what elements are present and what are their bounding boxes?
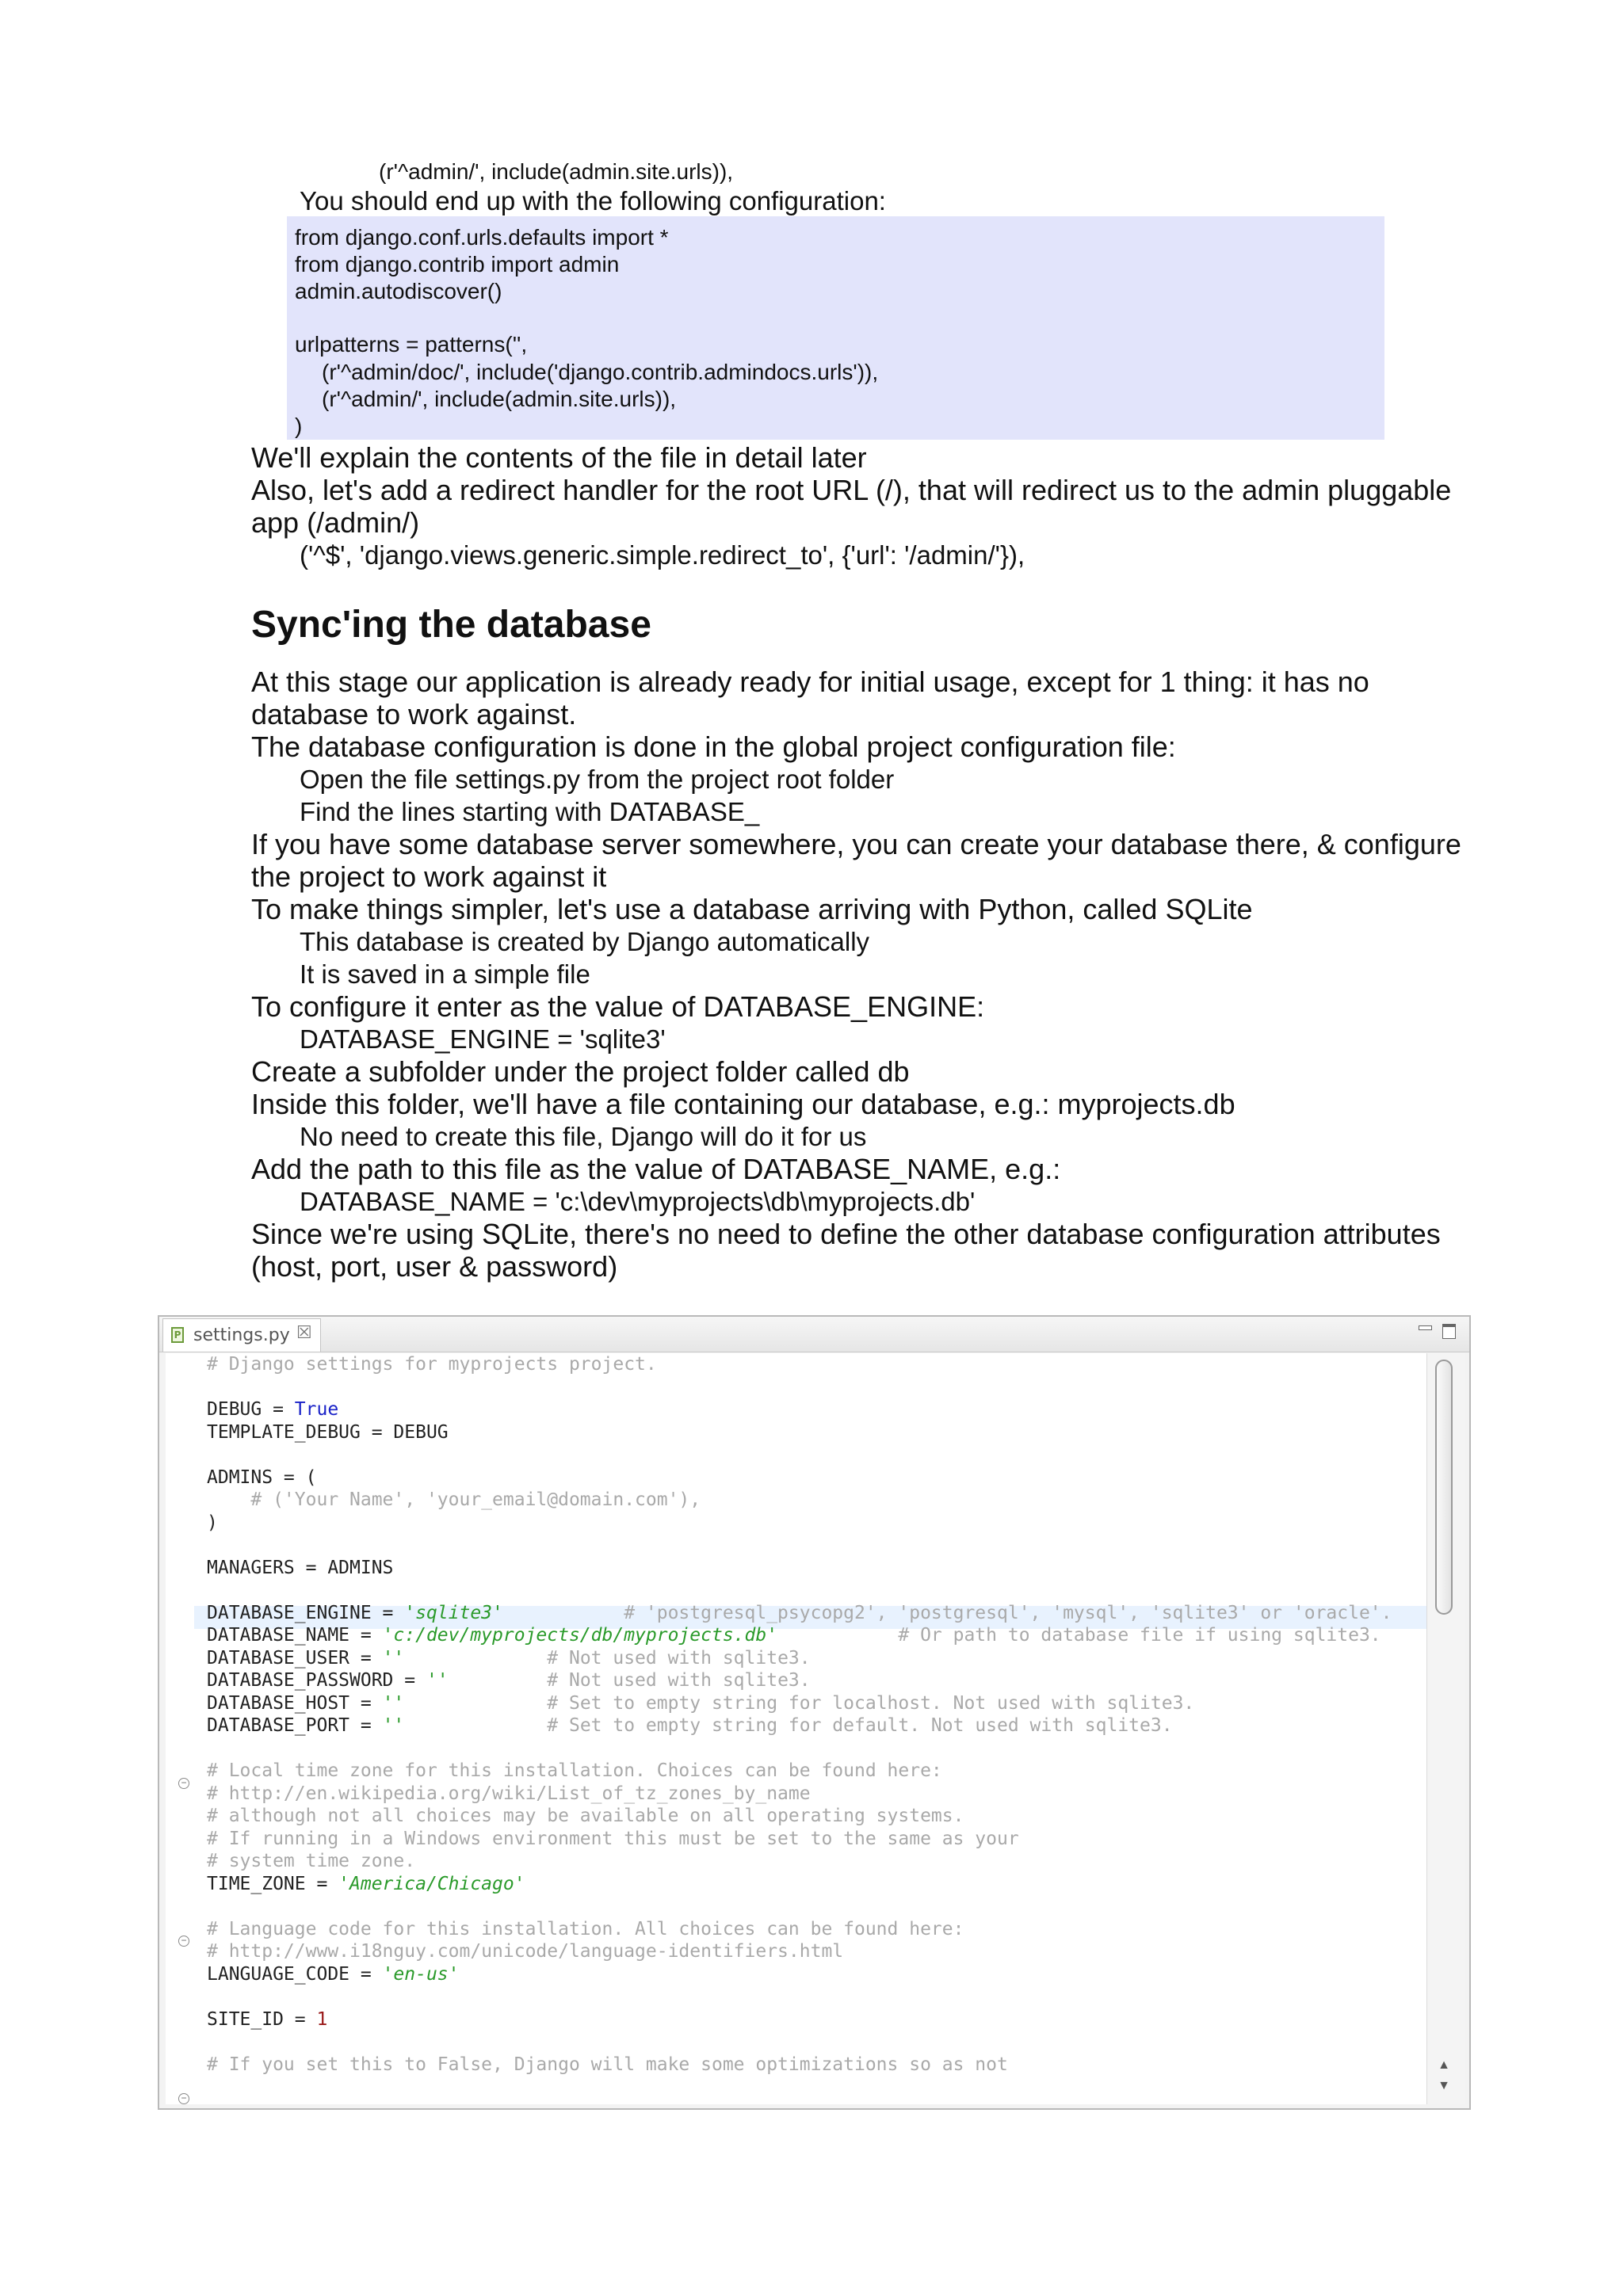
paragraph: Since we're using SQLite, there's no need to define the other database configuration attributes xyxy=(251,1218,1441,1250)
code-line: # If you set this to False, Django will make some optimizations so as not xyxy=(207,2054,1008,2075)
paragraph: If you have some database server somewhere, you can create your database there, & configure xyxy=(251,828,1461,860)
code-line: admin.autodiscover() xyxy=(295,279,502,303)
paragraph: database to work against. xyxy=(251,698,577,730)
code-line: (r'^admin/', include(admin.site.urls)), xyxy=(322,387,677,411)
code-line: # Language code for this installation. All choices can be found here: xyxy=(207,1919,964,1939)
sub-bullet: This database is created by Django automatically xyxy=(300,927,870,956)
code-line: DATABASE_PORT = '' # Set to empty string for default. Not used with sqlite3. xyxy=(207,1715,1173,1736)
redirect-code-line: ('^$', 'django.views.generic.simple.redirect_to', {'url': '/admin/'}), xyxy=(300,540,1025,570)
sub-bullet: Open the file settings.py from the project root folder xyxy=(300,765,895,794)
explain-later-text: We'll explain the contents of the file in detail later xyxy=(251,441,867,474)
code-line: DEBUG = True xyxy=(207,1399,339,1420)
code-editor-area[interactable] xyxy=(166,1353,1431,2104)
paragraph: The database configuration is done in the global project configuration file: xyxy=(251,730,1176,763)
paragraph: Create a subfolder under the project folder called db xyxy=(251,1055,910,1088)
minimize-icon[interactable] xyxy=(1418,1323,1432,1337)
scroll-down-icon[interactable]: ▼ xyxy=(1438,2079,1450,2092)
code-line: SITE_ID = 1 xyxy=(207,2009,328,2030)
code-line: ) xyxy=(295,414,303,438)
code-line: # Django settings for myprojects project. xyxy=(207,1354,657,1375)
code-line: ) xyxy=(207,1512,218,1533)
code-line: urlpatterns = patterns('', xyxy=(295,332,528,357)
redirect-text-1: Also, let's add a redirect handler for the root URL (/), that will redirect us to the admin pluggable xyxy=(251,474,1452,506)
code-line: # http://en.wikipedia.org/wiki/List_of_tz_zones_by_name xyxy=(207,1783,811,1804)
code-line: from django.contrib import admin xyxy=(295,252,620,277)
fold-toggle-icon[interactable]: − xyxy=(178,1936,189,1947)
scroll-up-icon[interactable]: ▲ xyxy=(1438,2058,1450,2072)
code-line: DATABASE_HOST = '' # Set to empty string for localhost. Not used with sqlite3. xyxy=(207,1693,1195,1714)
fold-toggle-icon[interactable]: − xyxy=(178,1778,189,1789)
fold-toggle-icon[interactable]: − xyxy=(178,2093,189,2104)
maximize-icon[interactable] xyxy=(1442,1323,1456,1337)
paragraph: Inside this folder, we'll have a file containing our database, e.g.: myprojects.db xyxy=(251,1088,1235,1120)
sub-bullet: DATABASE_ENGINE = 'sqlite3' xyxy=(300,1024,666,1054)
urls-code-block xyxy=(287,216,1384,440)
sub-bullet: DATABASE_NAME = 'c:\dev\myprojects\db\myprojects.db' xyxy=(300,1187,976,1216)
paragraph: the project to work against it xyxy=(251,860,607,893)
code-line: LANGUAGE_CODE = 'en-us' xyxy=(207,1964,460,1985)
paragraph: (host, port, user & password) xyxy=(251,1250,618,1283)
scrollbar-thumb[interactable] xyxy=(1435,1360,1453,1615)
code-line: DATABASE_PASSWORD = '' # Not used with sqlite3. xyxy=(207,1670,811,1691)
tab-label: settings.py xyxy=(193,1325,290,1345)
editor-gutter xyxy=(166,1353,194,2104)
code-line: ADMINS = ( xyxy=(207,1467,317,1488)
sub-bullet: No need to create this file, Django will do it for us xyxy=(300,1122,867,1151)
code-line: MANAGERS = ADMINS xyxy=(207,1558,394,1578)
code-line: TEMPLATE_DEBUG = DEBUG xyxy=(207,1422,449,1443)
code-line: DATABASE_USER = '' # Not used with sqlite3. xyxy=(207,1648,811,1669)
redirect-text-2: app (/admin/) xyxy=(251,506,420,539)
tab-settings-py[interactable] xyxy=(162,1318,321,1352)
code-line: # http://www.i18nguy.com/unicode/language-identifiers.html xyxy=(207,1941,844,1962)
paragraph: To configure it enter as the value of DATABASE_ENGINE: xyxy=(251,990,985,1023)
sub-bullet: It is saved in a simple file xyxy=(300,959,590,989)
code-line: # If running in a Windows environment this must be set to the same as your xyxy=(207,1829,1019,1849)
admin-urls-code-line: (r'^admin/', include(admin.site.urls)), xyxy=(379,159,734,184)
paragraph: Add the path to this file as the value of DATABASE_NAME, e.g.: xyxy=(251,1153,1061,1185)
close-tab-icon[interactable]: ☒ xyxy=(296,1323,312,1343)
section-heading: Sync'ing the database xyxy=(251,604,651,646)
code-line: DATABASE_ENGINE = 'sqlite3' # 'postgresql_psycopg2', 'postgresql', 'mysql', 'sqlite3' or 'oracle'. xyxy=(207,1603,1392,1623)
code-line: DATABASE_NAME = 'c:/dev/myprojects/db/myprojects.db' # Or path to database file if using sqlite3. xyxy=(207,1625,1381,1646)
config-intro-text: You should end up with the following configuration: xyxy=(300,186,886,215)
paragraph: At this stage our application is already ready for initial usage, except for 1 thing: it has no xyxy=(251,666,1369,698)
code-line: from django.conf.urls.defaults import * xyxy=(295,225,669,250)
paragraph: To make things simpler, let's use a database arriving with Python, called SQLite xyxy=(251,893,1253,925)
code-line: # although not all choices may be available on all operating systems. xyxy=(207,1806,964,1826)
python-file-icon: P xyxy=(171,1327,184,1343)
code-line: # Local time zone for this installation. Choices can be found here: xyxy=(207,1760,942,1781)
settings-editor-window xyxy=(158,1315,1471,2110)
code-line: # system time zone. xyxy=(207,1851,416,1871)
sub-bullet: Find the lines starting with DATABASE_ xyxy=(300,797,760,826)
editor-tab-bar xyxy=(159,1317,1469,1352)
code-line: # ('Your Name', 'your_email@domain.com'), xyxy=(207,1489,701,1510)
code-line: (r'^admin/doc/', include('django.contrib.admindocs.urls')), xyxy=(322,360,879,384)
code-line: TIME_ZONE = 'America/Chicago' xyxy=(207,1874,525,1894)
vertical-scrollbar[interactable] xyxy=(1426,1353,1465,2104)
